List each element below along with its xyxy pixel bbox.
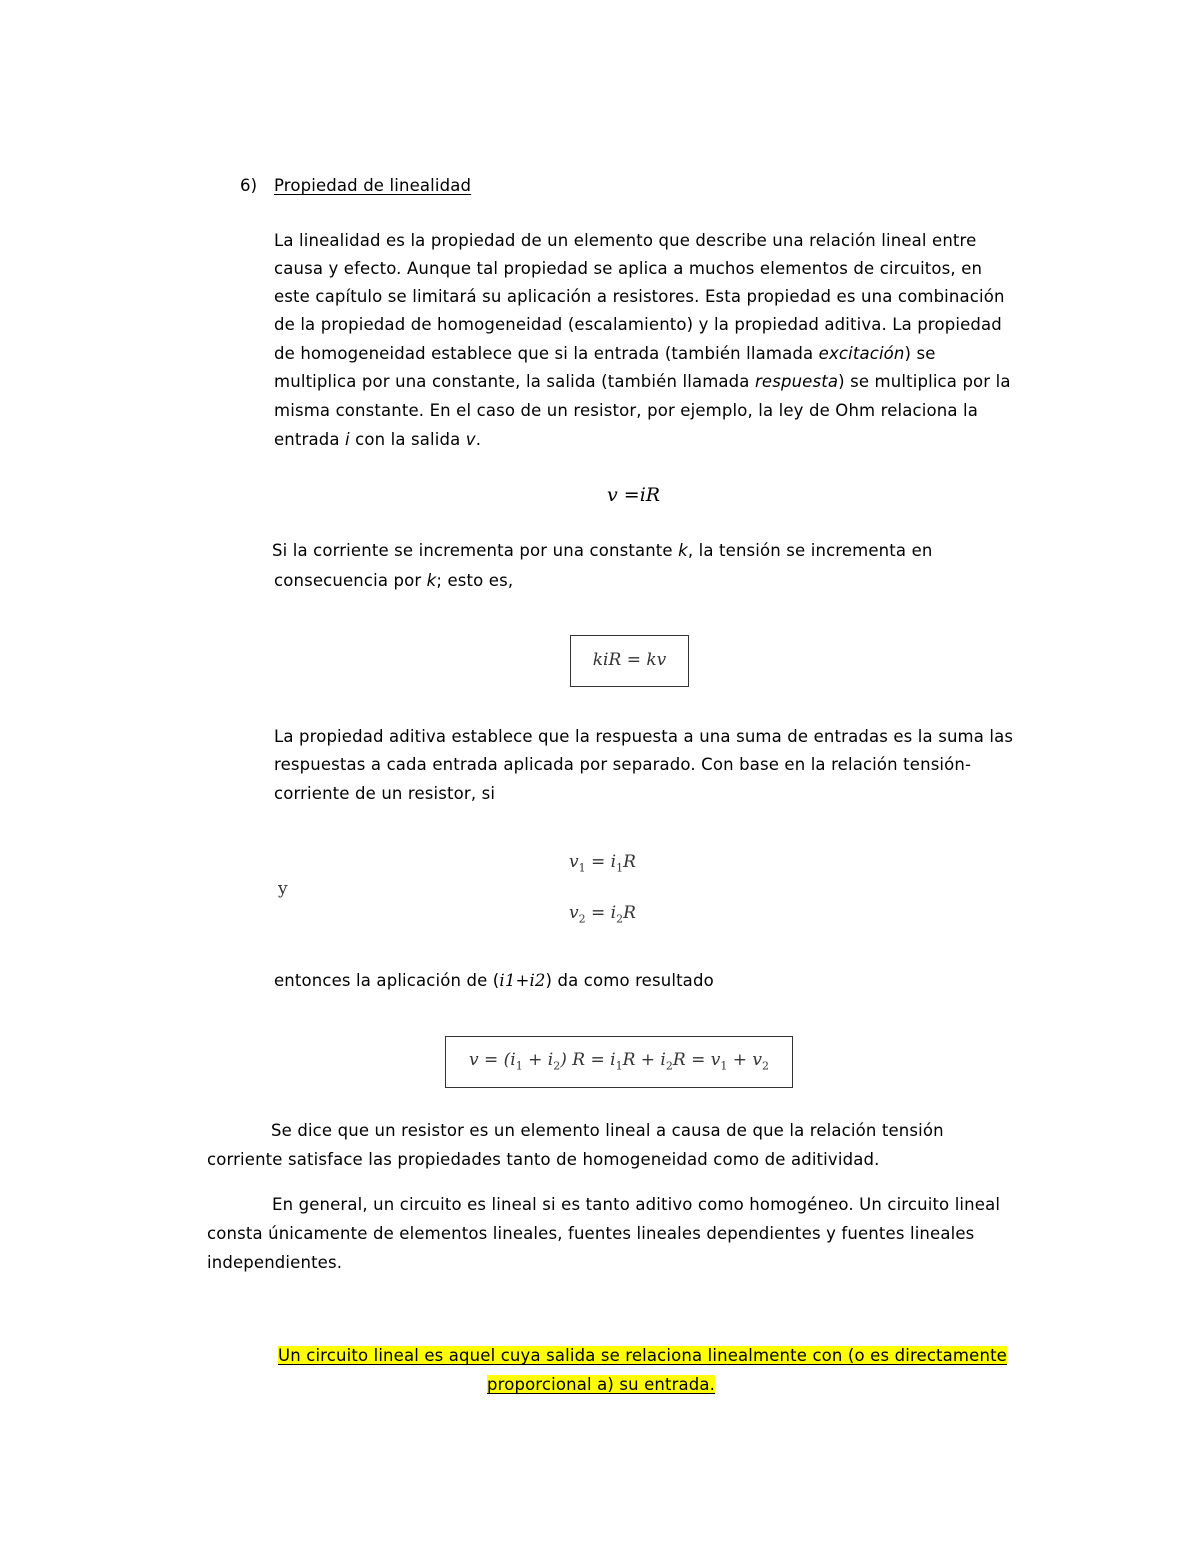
boxed-equation-additivity [445, 1036, 793, 1088]
paragraph1-line1: La linealidad es la propiedad de un elemento que describe una relación lineal entre [274, 231, 977, 250]
additivity-sub: 1 [720, 1059, 728, 1073]
paragraph4-tail: ) da como resultado [545, 971, 714, 990]
paragraph1-line5 [274, 344, 936, 363]
additivity-sub: 1 [515, 1059, 523, 1073]
paragraph2-line1 [272, 541, 932, 560]
eq2-mid: = i [585, 903, 617, 923]
equation-v1 [569, 852, 636, 874]
paragraph1-line6-tail: ) se multiplica por la [838, 372, 1011, 391]
eq1-left: v [569, 852, 579, 872]
paragraph4-text: entonces la aplicación de ( [274, 971, 500, 990]
highlighted-text: proporcional a) su entrada. [487, 1375, 716, 1394]
var-k: k [426, 571, 437, 590]
highlighted-text: Un circuito lineal es aquel cuya salida se relaciona linealmente con (o es directamente [278, 1346, 1007, 1365]
boxed-equation-homogeneity [570, 635, 689, 687]
paragraph2-line2-text: consecuencia por [274, 571, 427, 590]
homogeneity-equation: kiR = kv [592, 650, 667, 670]
section-title: Propiedad de linealidad [274, 176, 472, 195]
paragraph3-line3: corriente de un resistor, si [274, 784, 496, 803]
additivity-sub: 2 [761, 1059, 769, 1073]
highlighted-definition-line2 [487, 1375, 715, 1394]
additivity-part: v = (i [469, 1050, 516, 1070]
term-excitacion: excitación [818, 344, 905, 363]
paragraph2-line1-text: Si la corriente se incrementa por una constante [272, 541, 679, 560]
paragraph1-line4: de la propiedad de homogeneidad (escalamiento) y la propiedad aditiva. La propiedad [274, 315, 1002, 334]
section-number: 6) [240, 176, 258, 195]
additivity-sub: 1 [615, 1059, 623, 1073]
paragraph1-line2: causa y efecto. Aunque tal propiedad se aplica a muchos elementos de circuitos, en [274, 259, 983, 278]
paragraph5-line1: Se dice que un resistor es un elemento lineal a causa de que la relación tensión [271, 1121, 944, 1140]
additivity-part: + v [727, 1050, 762, 1070]
var-v: v [465, 430, 476, 449]
paragraph3-line2: respuestas a cada entrada aplicada por separado. Con base en la relación tensión- [274, 755, 972, 774]
eq1-sub2: 1 [616, 861, 624, 875]
additivity-part: ) R = i [560, 1050, 616, 1070]
paragraph1-line6 [274, 372, 1011, 391]
paragraph2-line2-tail: ; esto es, [436, 571, 514, 590]
additivity-sub: 2 [665, 1059, 673, 1073]
paragraph6-line1: En general, un circuito es lineal si es tanto aditivo como homogéneo. Un circuito lineal [272, 1195, 1001, 1214]
paragraph6-line2: consta únicamente de elementos lineales, fuentes lineales dependientes y fuentes lineales [207, 1224, 975, 1243]
eq1-sub: 1 [578, 861, 586, 875]
additivity-sub: 2 [553, 1059, 561, 1073]
term-respuesta: respuesta [754, 372, 839, 391]
paragraph1-line8-end: . [475, 430, 482, 449]
paragraph1-line6-text: multiplica por una constante, la salida (también llamada [274, 372, 755, 391]
sum-expression: i1+i2 [499, 971, 546, 990]
eq2-right: R [623, 903, 636, 923]
eq1-right: R [623, 852, 636, 872]
highlighted-definition-line1 [278, 1346, 1007, 1365]
additivity-part: R + i [622, 1050, 666, 1070]
paragraph1-line8-text: entrada [274, 430, 346, 449]
additivity-part: R = v [672, 1050, 721, 1070]
equation-v2 [569, 903, 636, 925]
paragraph1-line3: este capítulo se limitará su aplicación a resistores. Esta propiedad es una combinación [274, 287, 1005, 306]
var-k: k [678, 541, 688, 560]
paragraph2-line1-tail: , la tensión se incrementa en [687, 541, 933, 560]
paragraph1-line5-text: de homogeneidad establece que si la entrada (también llamada [274, 344, 819, 363]
paragraph6-line3: independientes. [207, 1253, 343, 1272]
additivity-equation [446, 1050, 792, 1072]
conjunction-y: y [278, 879, 288, 899]
paragraph2-line2 [274, 571, 513, 590]
paragraph1-line7: misma constante. En el caso de un resistor, por ejemplo, la ley de Ohm relaciona la [274, 401, 978, 420]
ohm-law-equation: v =iR [607, 484, 661, 506]
eq2-left: v [569, 903, 579, 923]
additivity-part: + i [522, 1050, 554, 1070]
paragraph1-line8 [274, 430, 481, 449]
paragraph1-line5-tail: ) se [904, 344, 936, 363]
eq2-sub2: 2 [616, 912, 624, 926]
eq2-sub: 2 [578, 912, 586, 926]
eq1-mid: = i [585, 852, 617, 872]
paragraph5-line2: corriente satisface las propiedades tanto de homogeneidad como de aditividad. [207, 1150, 880, 1169]
var-i: i [345, 430, 350, 449]
paragraph3-line1: La propiedad aditiva establece que la respuesta a una suma de entradas es la suma las [274, 727, 1014, 746]
paragraph1-line8-mid: con la salida [349, 430, 466, 449]
paragraph4 [274, 971, 714, 990]
